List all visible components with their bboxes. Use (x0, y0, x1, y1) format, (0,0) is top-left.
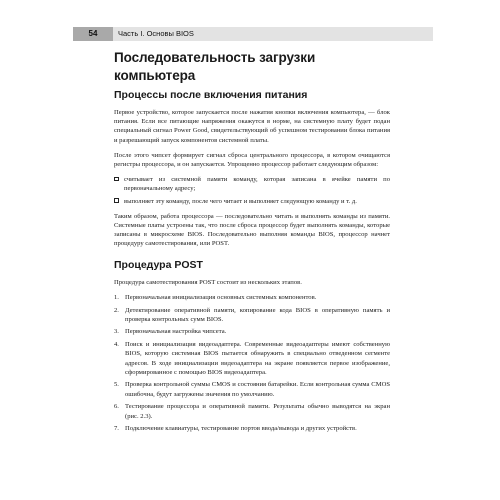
list-item (114, 327, 390, 336)
list-text: Первоначальная инициализация основных системных компонентов. (125, 293, 317, 301)
list-item (114, 424, 390, 433)
paragraph: Таким образом, работа процессора — последовательно читать и выполнять команды из памяти. Системные платы устроены так, что после сброса процессор будет выполнять команды, которые записаны в микросхеме BIOS. Последовательно выполняя команды BIOS, процессор начнет процедуру самотестирования, или POST. (114, 212, 390, 248)
list-number: 7. (114, 425, 119, 433)
list-item (114, 293, 390, 302)
bullet-text: выполняет эту команду, после чего читает и выполняет следующую команду и т. д. (124, 197, 357, 205)
bullet-item (114, 175, 390, 193)
section-heading-post: Процедура POST (114, 258, 203, 271)
list-item (114, 402, 390, 420)
paragraph: После этого чипсет формирует сигнал сброса центрального процессора, в котором очищаются регистры процессора, и он запускается. Упрощенно процессор работает следующим образом: (114, 151, 390, 169)
list-number: 6. (114, 403, 119, 411)
bullet-item (114, 197, 390, 206)
list-text: Тестирование процессора и оперативной памяти. Результаты обычно выводятся на экран (рис. 2.3). (125, 403, 390, 420)
paragraph: Процедура самотестирования POST состоит из нескольких этапов. (114, 278, 302, 286)
numbered-list (114, 293, 390, 434)
bullet-list (114, 175, 390, 206)
list-text: Проверка контрольной суммы CMOS и состояния батарейки. Если контрольная сумма CMOS ошибочна, будут загружены значения по умолчанию. (125, 381, 390, 398)
list-number: 1. (114, 293, 119, 301)
list-text: Детектирование оперативной памяти, копирование кода BIOS в оперативную память и проверка контрольных сумм BIOS. (125, 306, 390, 323)
list-text: Поиск и инициализация видеоадаптера. Современные видеоадаптеры имеют собственную BIOS, которую системная BIOS пытается обнаружить в специально отведенном сегменте адресов. В ходе инициализации видеоадаптера на экране появляется первое изображение, сформированное с помощью BIOS видеоадаптера. (125, 341, 390, 376)
list-number: 4. (114, 341, 119, 349)
list-text: Первоначальная настройка чипсета. (125, 328, 227, 336)
page-content (114, 49, 390, 437)
page-number: 54 (73, 27, 113, 41)
section-heading-power-on: Процессы после включения питания (114, 89, 308, 101)
list-number: 3. (114, 328, 119, 336)
chapter-title: Последовательность загрузки компьютера (114, 50, 316, 83)
paragraph: Первое устройство, которое запускается после нажатия кнопки включения компьютера, — блок питания. Если все питающие напряжения окажутся в норме, на системную плату будет подан специальный сигнал Power Good, свидетельствующий об успешном тестировании блока питания и разрешающий запуск компонентов системной платы. (114, 109, 390, 144)
bullet-text: считывает из системной памяти команду, которая записана в ячейке памяти по первоначальному адресу; (124, 176, 390, 193)
list-item (114, 340, 390, 377)
running-head: Часть I. Основы BIOS (118, 29, 194, 38)
list-text: Подключение клавиатуры, тестирование портов ввода/вывода и других устройств. (125, 425, 357, 433)
list-number: 2. (114, 306, 119, 314)
list-item (114, 380, 390, 398)
checkbox-bullet-icon (114, 177, 119, 182)
checkbox-bullet-icon (114, 198, 119, 203)
list-item (114, 306, 390, 324)
list-number: 5. (114, 381, 119, 389)
